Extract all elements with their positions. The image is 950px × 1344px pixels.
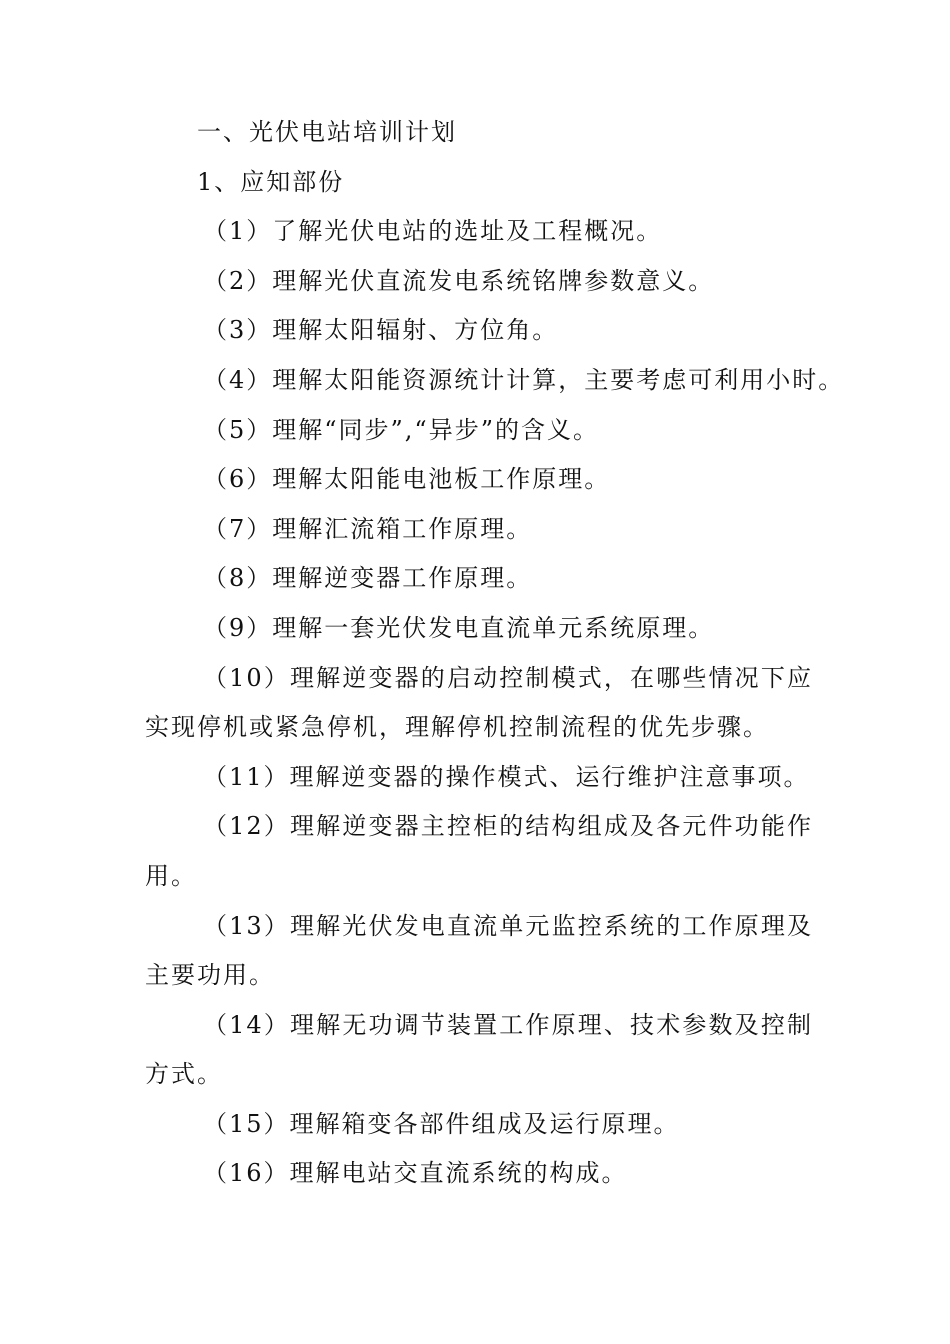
list-item: （1）了解光伏电站的选址及工程概况。 [203,217,663,246]
paragraph-item: （16）理解电站交直流系统的构成。 [203,1159,628,1188]
subsection-heading: 1、应知部份 [197,167,345,196]
list-item: （6）理解太阳能电池板工作原理。 [203,465,611,494]
list-item: （4）理解太阳能资源统计计算，主要考虑可利用小时。 [203,365,845,394]
paragraph-item: （10）理解逆变器的启动控制模式，在哪些情况下应实现停机或紧急停机，理解停机控制流程的优先步骤。 [145,663,813,742]
list-item: （9）理解一套光伏发电直流单元系统原理。 [203,613,715,642]
list-item: （5）理解“同步”,“异步”的含义。 [203,415,599,444]
paragraph-item: （14）理解无功调节装置工作原理、技术参数及控制方式。 [145,1010,813,1089]
paragraph-item: （11）理解逆变器的操作模式、运行维护注意事项。 [203,762,810,791]
section-heading: 一、光伏电站培训计划 [197,118,457,146]
document-body [145,108,845,1199]
paragraph-item: （12）理解逆变器主控柜的结构组成及各元件功能作用。 [145,812,813,890]
list-item: （2）理解光伏直流发电系统铭牌参数意义。 [203,266,715,295]
paragraph-item: （15）理解箱变各部件组成及运行原理。 [203,1109,680,1138]
list-item: （7）理解汇流箱工作原理。 [203,514,533,543]
list-item: （3）理解太阳辐射、方位角。 [203,316,559,345]
paragraph-item: （13）理解光伏发电直流单元监控系统的工作原理及主要功用。 [145,911,813,990]
list-item: （8）理解逆变器工作原理。 [203,564,533,593]
